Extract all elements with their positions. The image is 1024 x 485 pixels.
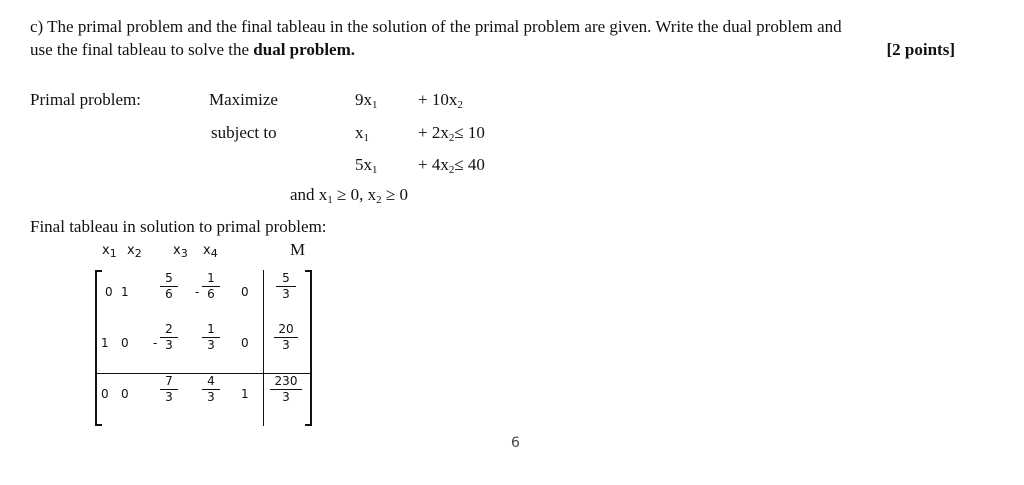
header-x2-sub: 2 [134,247,142,260]
points-label: [2 points] [886,40,955,59]
row2-rhs [274,323,298,352]
row1-x3-den: 6 [165,287,173,301]
header-x2 [127,243,142,258]
row3-x4-num: 4 [202,375,220,390]
primal-label: Primal problem: [30,90,141,109]
header-x3 [173,243,188,258]
objective-sub-1: 1 [372,99,378,111]
row3-x4-den: 3 [207,390,215,404]
constraint-1-rhs: ≤ 10 [454,123,485,142]
row2-x4-den: 3 [207,338,215,352]
constraint-2-coef-2: + 4x [418,155,449,174]
objective-coef-1: 9x [355,90,372,109]
page-number: 6 [511,435,520,451]
row1-rhs-den: 3 [282,287,290,301]
row1-m: 0 [241,285,249,299]
row2-x3-num: 2 [160,323,178,338]
nonneg-prefix: and x [290,185,328,204]
nonneg-end: ≥ 0 [381,185,408,204]
row1-x4-den: 6 [207,287,215,301]
header-x4 [203,243,218,258]
maximize-label: Maximize [209,90,278,109]
row2-x4 [202,323,220,352]
row3-rhs [270,375,302,404]
row3-m: 1 [241,387,249,401]
constraint-2-sub-2: 2 [448,164,455,176]
header-m: M [290,240,306,259]
left-bracket-bottom [95,424,102,426]
row2-rhs-num: 20 [274,323,298,338]
row1-x3 [160,272,178,301]
row3-x3 [160,375,178,404]
constraint-2-rhs: ≤ 40 [454,155,485,174]
row2-rhs-den: 3 [282,338,290,352]
question-line-1: c) The primal problem and the final tableau in the solution of the primal problem are given. Write the dual problem and [30,17,842,36]
row3-x2: 0 [121,387,129,401]
header-x3-var: x [173,243,181,258]
row3-rhs-den: 3 [282,390,290,404]
constraint-1-sub-1: 1 [363,132,369,144]
subject-to-label: subject to [211,123,277,142]
constraint-1-coef-1: x [355,123,364,142]
question-line-2-text: use the final tableau to solve the [30,40,254,59]
nonneg-sub-1: 1 [327,194,333,206]
header-x4-sub: 4 [210,247,218,260]
right-bracket-bar [310,270,312,426]
constraint-1-term-2 [418,123,485,143]
row2-x3-sign: - [153,336,158,350]
header-x1-var: x [102,243,110,258]
header-x4-var: x [203,243,211,258]
constraint-1-sub-2: 2 [448,132,455,144]
objective-coef-2: + 10x [418,90,458,109]
row1-x4-num: 1 [202,272,220,287]
left-bracket-bar [95,270,97,426]
row1-rhs [276,272,296,301]
row2-x2: 0 [121,336,129,350]
row1-x4-sign: - [195,285,200,299]
header-x1-sub: 1 [109,247,117,260]
dual-problem-emphasis: dual problem. [253,40,356,59]
constraint-2-term-2 [418,155,485,175]
row3-x3-num: 7 [160,375,178,390]
row2-x1: 1 [101,336,109,350]
row1-x4 [202,272,220,301]
header-x2-var: x [127,243,135,258]
constraint-1-term-1 [355,123,369,143]
nonnegativity-constraint [290,185,408,205]
objective-sub-2: 2 [457,99,463,111]
constraint-2-coef-1: 5x [355,155,372,174]
row3-x4 [202,375,220,404]
row2-x4-num: 1 [202,323,220,338]
row3-rhs-num: 230 [270,375,302,390]
row3-x1: 0 [101,387,109,401]
row1-rhs-num: 5 [276,272,296,287]
row2-x3-den: 3 [165,338,173,352]
row2-m: 0 [241,336,249,350]
tableau-label: Final tableau in solution to primal problem: [30,217,327,236]
objective-term-2 [418,90,463,110]
objective-term-1 [355,90,378,110]
row3-x3-den: 3 [165,390,173,404]
question-line-2 [30,40,355,60]
right-bracket-bottom [305,424,312,426]
row1-x3-num: 5 [160,272,178,287]
nonneg-mid: ≥ 0, x [332,185,377,204]
right-bracket-top [305,270,312,272]
constraint-2-sub-1: 1 [372,164,378,176]
nonneg-sub-2: 2 [376,194,382,206]
left-bracket-top [95,270,102,272]
rhs-divider [263,270,264,426]
constraint-1-coef-2: + 2x [418,123,449,142]
constraint-2-term-1 [355,155,378,175]
header-x1 [102,243,117,258]
row1-x1: 0 [105,285,113,299]
row1-x2: 1 [121,285,129,299]
header-x3-sub: 3 [180,247,188,260]
row2-x3 [160,323,178,352]
